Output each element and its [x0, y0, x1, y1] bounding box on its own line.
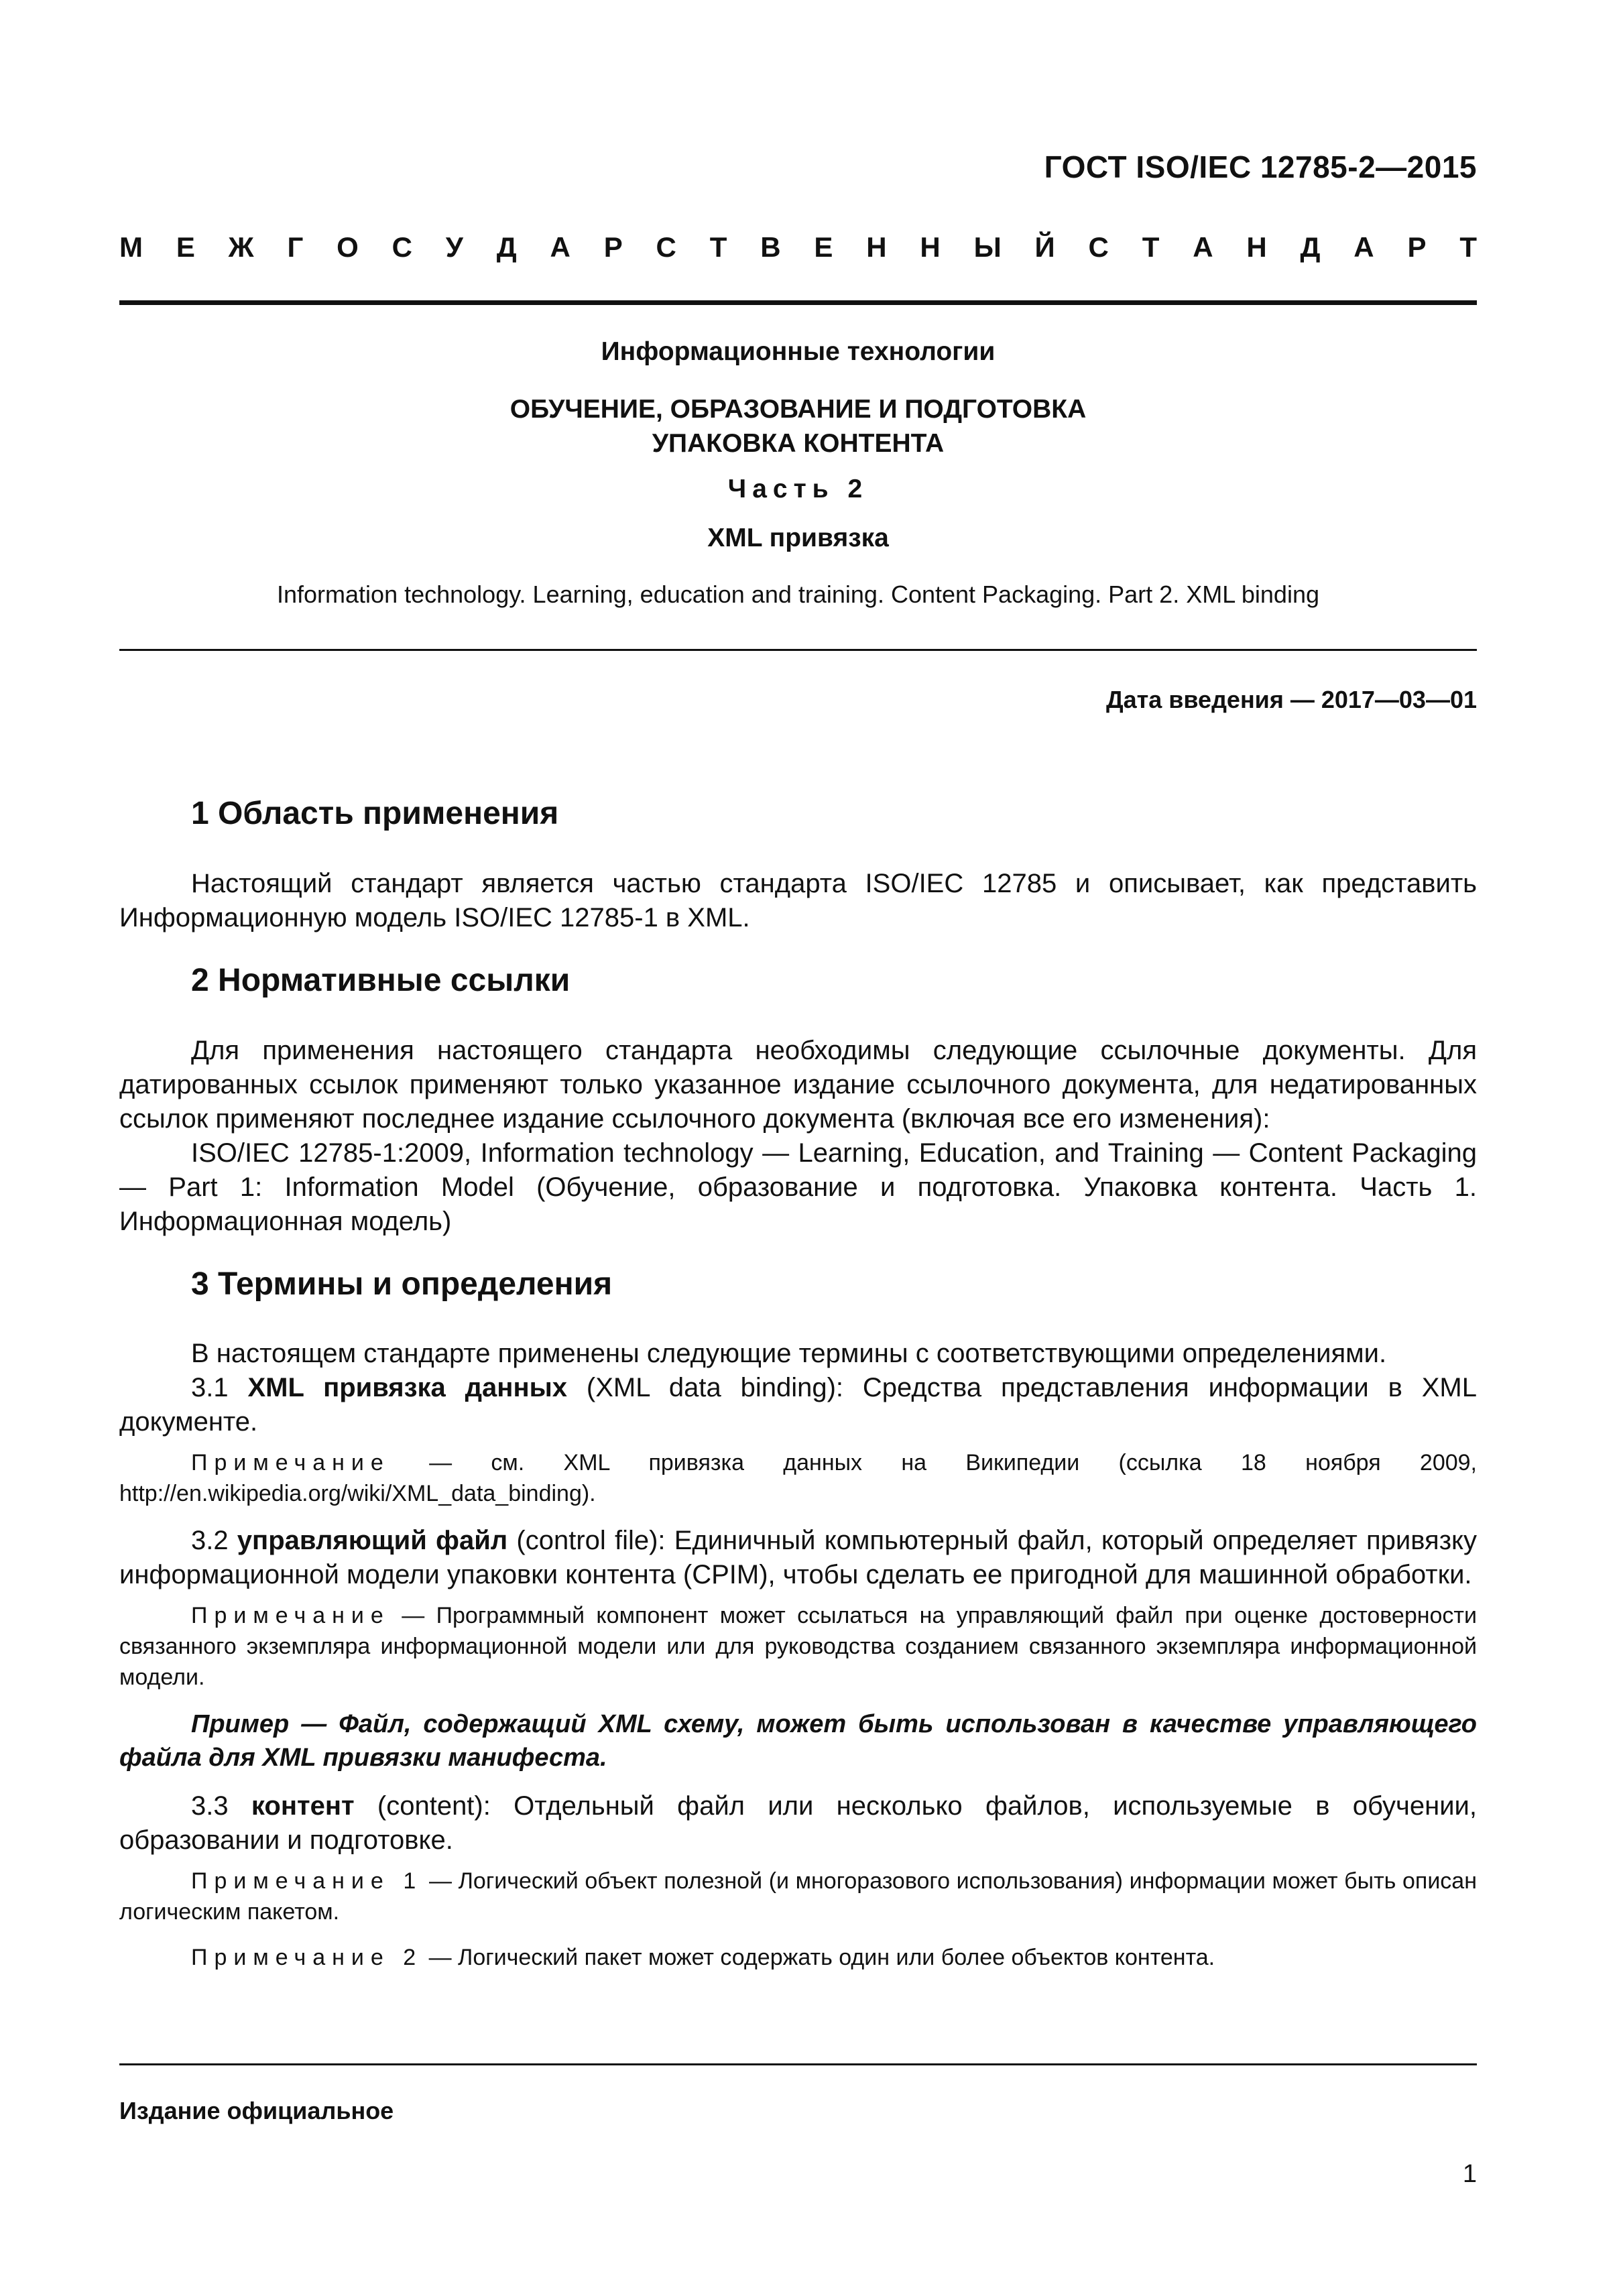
standard-designation: ГОСТ ISO/IEC 12785-2—2015: [1044, 149, 1477, 184]
page-number: 1: [1462, 2160, 1477, 2188]
term-3-3-note-2: [119, 1942, 1477, 1973]
term-3-1: [119, 1371, 1477, 1439]
term-3-2-example: Пример — Файл, содержащий XML схему, может быть использован в качестве управляющего файла для XML привязки манифеста.: [119, 1710, 1477, 1772]
title-main-line2: УПАКОВКА КОНТЕНТА: [652, 429, 945, 458]
note-label: Примечание: [191, 1603, 390, 1629]
term-number: 3.3: [191, 1791, 229, 1821]
term-3-3-note-1: [119, 1866, 1477, 1927]
standard-type-banner: М Е Ж Г О С У Д А Р С Т В Е Н Н Ы Й С Т А Н Д А Р Т: [119, 231, 1477, 263]
term-3-2-note: [119, 1600, 1477, 1693]
term-name: управляющий файл: [237, 1526, 508, 1556]
title-part: Часть 2: [727, 475, 869, 503]
term-3-2: [119, 1524, 1477, 1592]
term-number: 3.1: [191, 1373, 229, 1403]
introduction-date: Дата введения — 2017—03—01: [1105, 686, 1477, 713]
note-label: Примечание 1: [191, 1868, 423, 1894]
note-label: Примечание 2: [191, 1945, 423, 1971]
note-text: — Программный компонент может ссылаться на управляющий файл при оценке достоверности связанного экземпляра информационной модели или для руководства созданием связанного экземпляра информационной модели.: [119, 1603, 1477, 1691]
section-1-text: Настоящий стандарт является частью стандарта ISO/IEC 12785 и описывает, как представить Информационную модель ISO/IEC 12785-1 в XML.: [119, 868, 1477, 932]
term-definition: (XML data binding): Средства представления информации в XML документе.: [119, 1373, 1477, 1437]
title-field: Информационные технологии: [601, 337, 996, 366]
term-3-3: [119, 1789, 1477, 1858]
section-3-intro: В настоящем стандарте применены следующие термины с соответствующими определениями.: [191, 1339, 1387, 1369]
term-number: 3.2: [191, 1526, 229, 1556]
note-text: — Логический объект полезной (и многоразового использования) информации может быть описан логическим пакетом.: [119, 1868, 1477, 1925]
term-3-1-note: [119, 1447, 1477, 1509]
term-name: контент: [251, 1791, 355, 1821]
edition-label: Издание официальное: [119, 2097, 394, 2124]
title-main-line1: ОБУЧЕНИЕ, ОБРАЗОВАНИЕ И ПОДГОТОВКА: [509, 395, 1087, 424]
note-text: — Логический пакет может содержать один или более объектов контента.: [422, 1945, 1215, 1971]
footer-divider: [119, 2063, 1477, 2065]
title-english: Information technology. Learning, education and training. Content Packaging. Part 2. XML binding: [277, 581, 1319, 608]
title-divider: [119, 649, 1477, 651]
term-definition: (control file): Единичный компьютерный файл, который определяет привязку информационной модели упаковки контента (CPIM), чтобы сделать ее пригодной для машинной обработки.: [119, 1526, 1477, 1590]
section-2-reference: ISO/IEC 12785-1:2009, Information technology — Learning, Education, and Training — Content Packaging — Part 1: Information Model (Обучение, образование и подготовка. Упаковка контента. Часть 1. Информационная модель): [119, 1138, 1477, 1236]
document-body: [119, 796, 1477, 1988]
section-2-heading: 2 Нормативные ссылки: [191, 962, 570, 998]
header-divider: [119, 300, 1477, 305]
section-1-heading: 1 Область применения: [191, 796, 559, 831]
note-label: Примечание: [191, 1450, 390, 1476]
term-definition: (content): Отдельный файл или несколько файлов, используемые в обучении, образовании и подготовке.: [119, 1791, 1477, 1856]
note-text: — см. XML привязка данных на Википедии (ссылка 18 ноября 2009, http://en.wikipedia.org/wiki/XML_data_binding).: [119, 1450, 1477, 1507]
section-3-heading: 3 Термины и определения: [191, 1266, 613, 1302]
title-subtitle: XML привязка: [707, 524, 889, 552]
term-name: XML привязка данных: [247, 1373, 568, 1403]
section-2-text: Для применения настоящего стандарта необходимы следующие ссылочные документы. Для датированных ссылок применяют только указанное издание ссылочного документа, для недатированных ссылок применяют последнее издание ссылочного документа (включая все его изменения):: [119, 1035, 1477, 1134]
